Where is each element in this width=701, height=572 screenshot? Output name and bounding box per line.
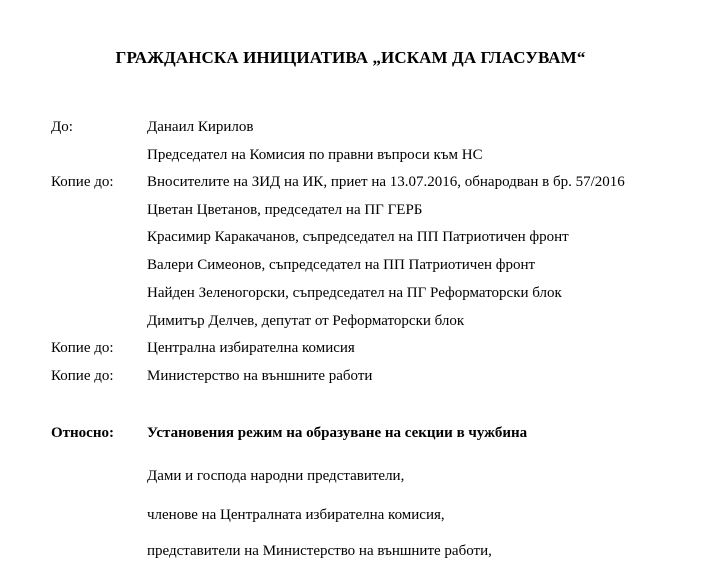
addressee-label: Копие до: — [51, 368, 114, 384]
document-title: ГРАЖДАНСКА ИНИЦИАТИВА „ИСКАМ ДА ГЛАСУВАМ“ — [115, 48, 586, 67]
addressee-value: Министерство на външните работи — [147, 368, 373, 384]
addressee-row — [0, 338, 701, 358]
addressee-row — [0, 283, 701, 303]
addressee-row — [0, 311, 701, 331]
addressee-value: Найден Зеленогорски, съпредседател на ПГ Реформаторски блок — [147, 285, 562, 301]
addressee-value: Вносителите на ЗИД на ИК, приет на 13.07.2016, обнародван в бр. 57/2016 — [147, 174, 625, 190]
subject-value: Установения режим на образуване на секции в чужбина — [147, 425, 528, 441]
subject-label: Относно: — [51, 425, 114, 441]
salutation-line: членове на Централната избирателна комисия, — [147, 507, 445, 523]
salutation-line: Дами и господа народни представители, — [147, 468, 405, 484]
addressee-label: До: — [51, 119, 73, 135]
salutation-line: представители на Министерство на външните работи, — [147, 543, 492, 559]
addressee-row — [0, 117, 701, 137]
addressee-row — [0, 200, 701, 220]
addressee-label: Копие до: — [51, 174, 114, 190]
addressee-row — [0, 145, 701, 165]
addressee-row — [0, 227, 701, 247]
addressee-value: Валери Симеонов, съпредседател на ПП Патриотичен фронт — [147, 257, 536, 273]
addressee-value: Красимир Каракачанов, съпредседател на ПП Патриотичен фронт — [147, 229, 569, 245]
addressee-value: Димитър Делчев, депутат от Реформаторски блок — [147, 313, 465, 329]
addressee-value: Данаил Кирилов — [147, 119, 254, 135]
addressee-value: Цветан Цветанов, председател на ПГ ГЕРБ — [147, 202, 423, 218]
addressee-row — [0, 255, 701, 275]
addressee-row — [0, 366, 701, 386]
subject-row — [0, 423, 701, 443]
addressee-row — [0, 172, 701, 192]
addressee-value: Централна избирателна комисия — [147, 340, 355, 356]
addressee-label: Копие до: — [51, 340, 114, 356]
addressee-value: Председател на Комисия по правни въпроси към НС — [147, 147, 483, 163]
